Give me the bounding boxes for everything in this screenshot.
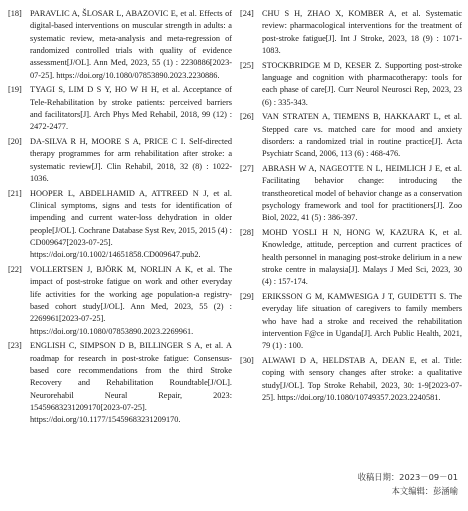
reference-item	[240, 111, 462, 160]
reference-number: [30]	[240, 356, 254, 366]
reference-number: [18]	[8, 9, 22, 18]
reference-text: VAN STRATEN A, TIEMENS B, HAKKAART L, et al. Stepped care vs. matched care for mood and anxiety disorders: a randomized trial in routine practice[J]. Acta Psychiatr Scand, 2006, 113 (6) : 468-476.	[262, 112, 462, 159]
reference-text: ALWAWI D A, HELDSTAB A, DEAN E, et al. Title: coping with sensory changes after stroke: a qualitative study[J/OL]. Top Stroke Rehabil, 2023, 30: 1-9[2023-07-25]. https://doi.org/10.1080/10749357.2023.2240581.	[262, 356, 462, 403]
reference-number: [20]	[8, 137, 22, 147]
editor-credit: 本文编辑：彭涵喻	[391, 486, 458, 496]
reference-text: PARAVLIC A, ŠLOSAR L, ABAZOVIC E, et al. Effects of digital-based interventions on muscular strength in adults: a systematic review, meta-analysis and meta-regression of randomized controlled trials with quality of evidence assessment[J/OL]. Ann Med, 2023, 55 (1) : 2230886[2023-07-25]. https://doi.org/10.1080/07853890.2023.2230886.	[30, 9, 232, 80]
reference-item	[240, 8, 462, 57]
reference-number: [19]	[8, 85, 22, 95]
reference-item	[240, 291, 462, 353]
reference-item	[240, 163, 462, 225]
reference-item	[8, 188, 232, 262]
reference-number: [21]	[8, 188, 22, 198]
reference-item	[8, 84, 232, 133]
reference-item	[8, 264, 232, 338]
reference-item	[8, 340, 232, 426]
reference-text: CHU S H, ZHAO X, KOMBER A, et al. Systematic review: pharmacological interventions for the treatment of post-stroke fatigue[J]. Int J Stroke, 2023, 18 (9) : 1071-1083.	[262, 9, 462, 56]
reference-number: [23]	[8, 341, 22, 351]
received-date: 收稿日期：2023－09－01	[357, 472, 458, 482]
reference-text: ERIKSSON G M, KAMWESIGA J T, GUIDETTI S. The everyday life situation of caregivers to family members who have had a stroke and received the rehabilitation intervention F@ce in Uganda[J]. Arch Public Health, 2021, 79 (1) : 100.	[262, 292, 462, 351]
reference-text: TYAGI S, LIM D S Y, HO W H H, et al. Acceptance of Tele-Rehabilitation by stroke patients: perceived barriers and facilitators[J]. Arch Phys Med Rehabil, 2018, 99 (12) : 2472-2477.	[30, 85, 232, 132]
references-right-column	[240, 8, 462, 407]
reference-number: [25]	[240, 60, 254, 70]
reference-text: STOCKBRIDGE M D, KESER Z. Supporting post-stroke language and cognition with pharmacotherapy: tools for each phase of care[J]. Curr Neurol Neurosci Rep, 2023, 23 (6) : 335-343.	[262, 60, 462, 107]
references-left-column	[8, 8, 232, 429]
reference-number: [27]	[240, 164, 254, 174]
reference-item	[8, 8, 232, 82]
reference-item	[240, 227, 462, 289]
reference-number: [22]	[8, 265, 22, 275]
reference-text: VOLLERTSEN J, BJÖRK M, NORLIN A K, et al. The impact of post-stroke fatigue on work and other everyday life activities for the working age population-a registry-based cohort study[J/OL]. Ann Med, 2023, 55 (2) : 2269961[2023-07-25]. https://doi.org/10.1080/07853890.2023.2269961.	[30, 265, 232, 336]
reference-number: [28]	[240, 228, 254, 238]
reference-text: ENGLISH C, SIMPSON D B, BILLINGER S A, et al. A roadmap for research in post-stroke fatigue: Consensus-based core recommendations from the third Stroke Recovery and Rehabilitation Roundtable[J/OL]. Neurorehabil Neural Repair, 2023: 15459683231209170[2023-07-25]. https://doi.org/10.1177/15459683231209170.	[30, 341, 232, 425]
reference-item	[240, 60, 462, 109]
reference-number: [24]	[240, 9, 254, 18]
reference-item	[8, 136, 232, 185]
reference-number: [26]	[240, 112, 254, 122]
reference-text: MOHD YOSLI H N, HONG W, KAZURA K, et al. Knowledge, attitude, perception and current practices of health personnel in managing post-stroke delirium in a new stroke centre in malaysia[J]. Malays J Med Sci, 2023, 30 (4) : 157-174.	[262, 228, 462, 287]
reference-text: ABRASH W A, NAGEOTTE N L, HEIMLICH J E, et al. Facilitating behavior change: introducing the transtheoretical model of behavior change as a conservation psychology framework and tool for practitioners[J]. Zoo Biol, 2022, 41 (5) : 386-397.	[262, 164, 462, 223]
reference-number: [29]	[240, 292, 254, 302]
reference-text: DA-SILVA R H, MOORE S A, PRICE C I. Self-directed therapy programmes for arm rehabilitation after stroke: a systematic review[J]. Clin Rehabil, 2018, 32 (8) : 1022-1036.	[30, 137, 232, 184]
reference-text: HOOPER L, ABDELHAMID A, ATTREED N J, et al. Clinical symptoms, signs and tests for identification of impending and current water-loss dehydration in older people[J/OL]. Cochrane Database Syst Rev, 2015, 2015 (4) : CD009647[2023-07-25]. https://doi.org/10.1002/14651858.CD009647.pub2.	[30, 188, 232, 260]
reference-item	[240, 355, 462, 404]
